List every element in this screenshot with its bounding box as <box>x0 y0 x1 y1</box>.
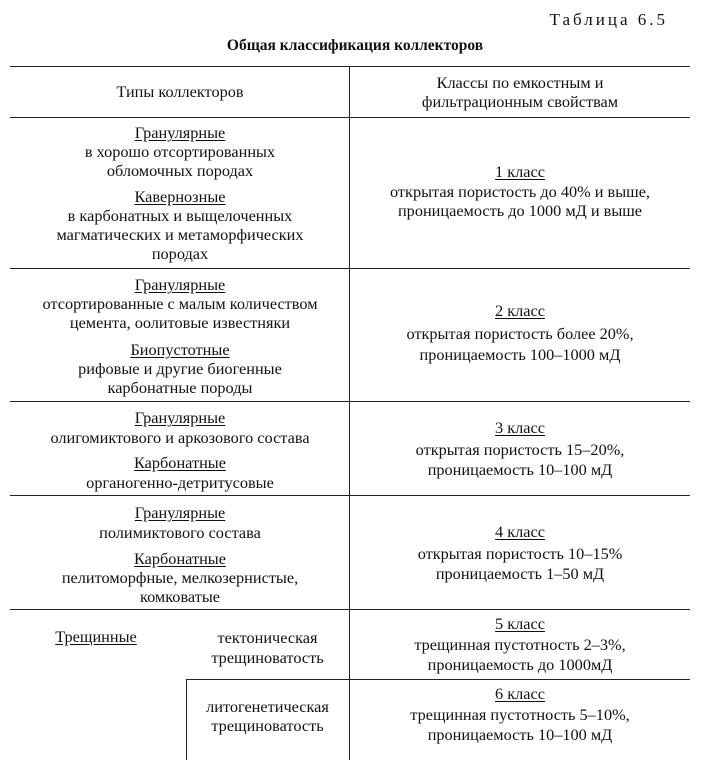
row1-props-line1: открытая пористость до 40% и выше, <box>390 182 650 201</box>
row-rule-2 <box>10 401 690 402</box>
row-rule-3 <box>10 495 690 496</box>
row4-props-line1: открытая пористость 10–15% <box>417 544 623 563</box>
row1-type2-line2: магматических и метаморфических <box>56 225 304 244</box>
row3-type1-heading: Гранулярные <box>134 408 226 427</box>
row5-props-line1: трещинная пустотность 2–3%, <box>414 635 626 654</box>
row2-class: 2 класс <box>495 301 545 320</box>
fractured-sub2-line1: литогенетическая <box>206 697 329 716</box>
row5-props-line2: проницаемость до 1000мД <box>427 655 613 674</box>
row4-type1-line1: полимиктового состава <box>99 523 261 542</box>
header-bottom-rule <box>10 117 690 118</box>
row3-type1-line1: олигомиктового и аркозового состава <box>50 428 310 447</box>
row2-props-line2: проницаемость 100–1000 мД <box>419 345 621 364</box>
row1-type2-line1: в карбонатных и выщелоченных <box>67 206 293 225</box>
header-classes-line1: Классы по емкостным и <box>436 73 604 92</box>
row-rule-4 <box>10 609 690 610</box>
row2-type2-line2: карбонатные породы <box>107 378 253 397</box>
row2-type2-line1: рифовые и другие биогенные <box>78 359 282 378</box>
row4-type2-heading: Карбонатные <box>134 549 226 568</box>
row3-type2-line1: органогенно-детритусовые <box>86 473 274 492</box>
row1-type2-line3: породах <box>151 244 209 263</box>
row2-type1-line1: отсортированные с малым количеством <box>42 294 318 313</box>
fractured-sub2-line2: трещиноватость <box>211 716 324 735</box>
row3-type2-heading: Карбонатные <box>134 453 226 472</box>
row6-props-line1: трещинная пустотность 5–10%, <box>410 705 630 724</box>
row2-type2-heading: Биопустотные <box>130 340 230 359</box>
fractured-heading: Трещинные <box>55 627 137 646</box>
row5-class: 5 класс <box>495 614 545 633</box>
fractured-sub1-line2: трещиноватость <box>211 648 324 667</box>
table-title: Общая классификация коллекторов <box>226 37 484 54</box>
row4-type2-line1: пелитоморфные, мелкозернистые, <box>61 568 299 587</box>
row4-class: 4 класс <box>495 522 545 541</box>
fractured-sub-rule <box>186 679 690 680</box>
row1-type2-heading: Кавернозные <box>134 187 226 206</box>
row2-props-line1: открытая пористость более 20%, <box>406 324 634 343</box>
row4-type2-line2: комковатые <box>140 587 220 606</box>
row3-props-line1: открытая пористость 15–20%, <box>415 440 625 459</box>
row3-class: 3 класс <box>495 418 545 437</box>
row1-type1-line1: в хорошо отсортированных <box>84 142 276 161</box>
row6-props-line2: проницаемость 10–100 мД <box>427 725 613 744</box>
row2-type1-line2: цемента, оолитовые известняки <box>69 313 291 332</box>
fractured-sub1-line1: тектоническая <box>217 628 318 647</box>
header-types: Типы коллекторов <box>116 82 244 101</box>
header-classes-line2: фильтрационным свойствам <box>421 92 619 111</box>
row1-type1-line2: обломочных породах <box>106 161 254 180</box>
row3-props-line2: проницаемость 10–100 мД <box>427 460 613 479</box>
table-label: Таблица 6.5 <box>549 10 668 29</box>
row4-props-line2: проницаемость 1–50 мД <box>435 564 605 583</box>
row2-type1-heading: Гранулярные <box>134 275 226 294</box>
row6-class: 6 класс <box>495 684 545 703</box>
row1-class: 1 класс <box>495 162 545 181</box>
row-rule-1 <box>10 268 690 269</box>
table-top-rule <box>10 66 690 67</box>
row4-type1-heading: Гранулярные <box>134 503 226 522</box>
row1-type1-heading: Гранулярные <box>134 123 226 142</box>
row1-props-line2: проницаемость до 1000 мД и выше <box>397 201 643 220</box>
